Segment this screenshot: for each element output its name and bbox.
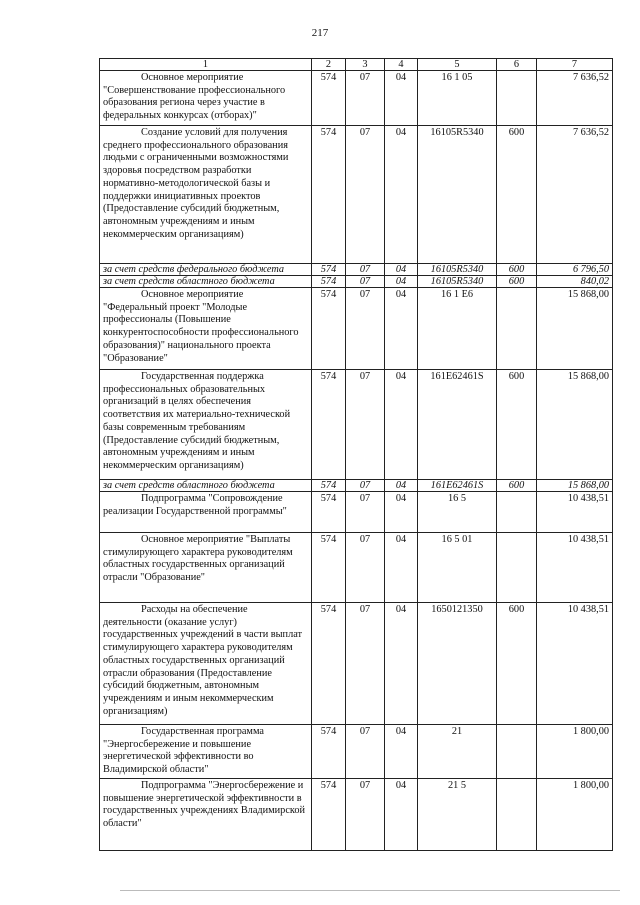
- row-name: Подпрограмма "Энергосбережение и повышение энергетической эффективности в государственных учреждениях Владимирской области": [100, 779, 312, 851]
- row-name: Основное мероприятие "Выплаты стимулирующего характера руководителям областных государственных организаций отрасли "Образование": [100, 533, 312, 603]
- cell-subsection: 04: [385, 492, 418, 533]
- cell-amount: 10 438,51: [537, 533, 613, 603]
- cell-target-article: 161E62461S: [418, 480, 497, 492]
- header-cell: 4: [385, 59, 418, 71]
- cell-expense-type: 600: [497, 370, 537, 480]
- cell-expense-type: [497, 492, 537, 533]
- row-name: Основное мероприятие "Федеральный проект "Молодые профессионалы (Повышение конкурентоспособности профессионального образования)" национального проекта "Образование": [100, 288, 312, 370]
- cell-section: 07: [346, 264, 385, 276]
- cell-subsection: 04: [385, 533, 418, 603]
- cell-code: 574: [312, 370, 346, 480]
- row-name: Расходы на обеспечение деятельности (оказание услуг) государственных учреждений в части выплат стимулирующего характера руководителям областных государственных организаций отрасли образования (Предоставление субсидий бюджетным, автономным учреждениям и иным некоммерческим организациям): [100, 603, 312, 725]
- row-name: Основное мероприятие "Совершенствование профессионального образования региона через участие в федеральных конкурсах (отборах)": [100, 71, 312, 126]
- header-cell: 2: [312, 59, 346, 71]
- page-number: 217: [311, 27, 329, 39]
- cell-target-article: 16105R5340: [418, 264, 497, 276]
- cell-expense-type: [497, 725, 537, 779]
- table-row-source: [100, 480, 613, 492]
- cell-code: 574: [312, 533, 346, 603]
- table-row: [100, 71, 613, 126]
- cell-target-article: 16 1 E6: [418, 288, 497, 370]
- cell-section: 07: [346, 533, 385, 603]
- table-row: [100, 492, 613, 533]
- cell-expense-type: 600: [497, 603, 537, 725]
- table-row: [100, 725, 613, 779]
- cell-section: 07: [346, 480, 385, 492]
- page-edge-divider: [120, 890, 620, 891]
- budget-table: [99, 58, 613, 851]
- table-row: [100, 288, 613, 370]
- cell-expense-type: 600: [497, 126, 537, 264]
- cell-code: 574: [312, 71, 346, 126]
- cell-target-article: 16 5: [418, 492, 497, 533]
- table-row: [100, 779, 613, 851]
- cell-amount: 10 438,51: [537, 603, 613, 725]
- header-cell: 6: [497, 59, 537, 71]
- table-row: [100, 126, 613, 264]
- cell-amount: 7 636,52: [537, 126, 613, 264]
- table-row: [100, 603, 613, 725]
- row-name: Подпрограмма "Сопровождение реализации Государственной программы": [100, 492, 312, 533]
- header-cell: 5: [418, 59, 497, 71]
- cell-subsection: 04: [385, 370, 418, 480]
- cell-expense-type: [497, 779, 537, 851]
- cell-subsection: 04: [385, 71, 418, 126]
- cell-expense-type: 600: [497, 276, 537, 288]
- row-name: Государственная программа "Энергосбережение и повышение энергетической эффективности во Владимирской области": [100, 725, 312, 779]
- cell-subsection: 04: [385, 288, 418, 370]
- cell-code: 574: [312, 779, 346, 851]
- cell-target-article: 16 5 01: [418, 533, 497, 603]
- cell-section: 07: [346, 492, 385, 533]
- cell-section: 07: [346, 126, 385, 264]
- row-name: Государственная поддержка профессиональных образовательных организаций в целях обеспечения соответствия их материально-технической базы современным требованиям (Предоставление субсидий бюджетным, автономным учреждениям и иным некоммерческим организациям): [100, 370, 312, 480]
- header-cell: 7: [537, 59, 613, 71]
- cell-target-article: 161E62461S: [418, 370, 497, 480]
- cell-target-article: 16105R5340: [418, 276, 497, 288]
- cell-target-article: 1650121350: [418, 603, 497, 725]
- cell-amount: 10 438,51: [537, 492, 613, 533]
- cell-expense-type: [497, 533, 537, 603]
- row-name: Создание условий для получения среднего профессионального образования людьми с ограниченными возможностями здоровья посредством разработки нормативно-методологической базы и поддержки инициативных проектов (Предоставление субсидий бюджетным, автономным учреждениям и иным некоммерческим организациям): [100, 126, 312, 264]
- cell-section: 07: [346, 276, 385, 288]
- cell-section: 07: [346, 779, 385, 851]
- cell-subsection: 04: [385, 725, 418, 779]
- cell-amount: 6 796,50: [537, 264, 613, 276]
- cell-section: 07: [346, 370, 385, 480]
- cell-section: 07: [346, 288, 385, 370]
- cell-amount: 15 868,00: [537, 288, 613, 370]
- header-cell: 1: [100, 59, 312, 71]
- cell-code: 574: [312, 288, 346, 370]
- cell-amount: 7 636,52: [537, 71, 613, 126]
- cell-amount: 1 800,00: [537, 779, 613, 851]
- row-name: за счет средств областного бюджета: [100, 480, 312, 492]
- cell-target-article: 21 5: [418, 779, 497, 851]
- cell-code: 574: [312, 603, 346, 725]
- header-cell: 3: [346, 59, 385, 71]
- cell-section: 07: [346, 603, 385, 725]
- cell-amount: 15 868,00: [537, 370, 613, 480]
- cell-expense-type: 600: [497, 264, 537, 276]
- cell-target-article: 16 1 05: [418, 71, 497, 126]
- table-row: [100, 533, 613, 603]
- cell-target-article: 16105R5340: [418, 126, 497, 264]
- cell-expense-type: 600: [497, 480, 537, 492]
- row-name: за счет средств областного бюджета: [100, 276, 312, 288]
- cell-amount: 15 868,00: [537, 480, 613, 492]
- cell-code: 574: [312, 492, 346, 533]
- cell-subsection: 04: [385, 264, 418, 276]
- cell-expense-type: [497, 71, 537, 126]
- table-row: [100, 370, 613, 480]
- row-name: за счет средств федерального бюджета: [100, 264, 312, 276]
- table-header-row: [100, 59, 613, 71]
- cell-subsection: 04: [385, 603, 418, 725]
- cell-amount: 1 800,00: [537, 725, 613, 779]
- table-row-source: [100, 264, 613, 276]
- cell-section: 07: [346, 725, 385, 779]
- cell-subsection: 04: [385, 126, 418, 264]
- cell-code: 574: [312, 725, 346, 779]
- cell-subsection: 04: [385, 480, 418, 492]
- cell-target-article: 21: [418, 725, 497, 779]
- cell-code: 574: [312, 480, 346, 492]
- cell-subsection: 04: [385, 276, 418, 288]
- cell-code: 574: [312, 264, 346, 276]
- cell-code: 574: [312, 276, 346, 288]
- cell-expense-type: [497, 288, 537, 370]
- cell-section: 07: [346, 71, 385, 126]
- table-row-source: [100, 276, 613, 288]
- cell-amount: 840,02: [537, 276, 613, 288]
- cell-code: 574: [312, 126, 346, 264]
- cell-subsection: 04: [385, 779, 418, 851]
